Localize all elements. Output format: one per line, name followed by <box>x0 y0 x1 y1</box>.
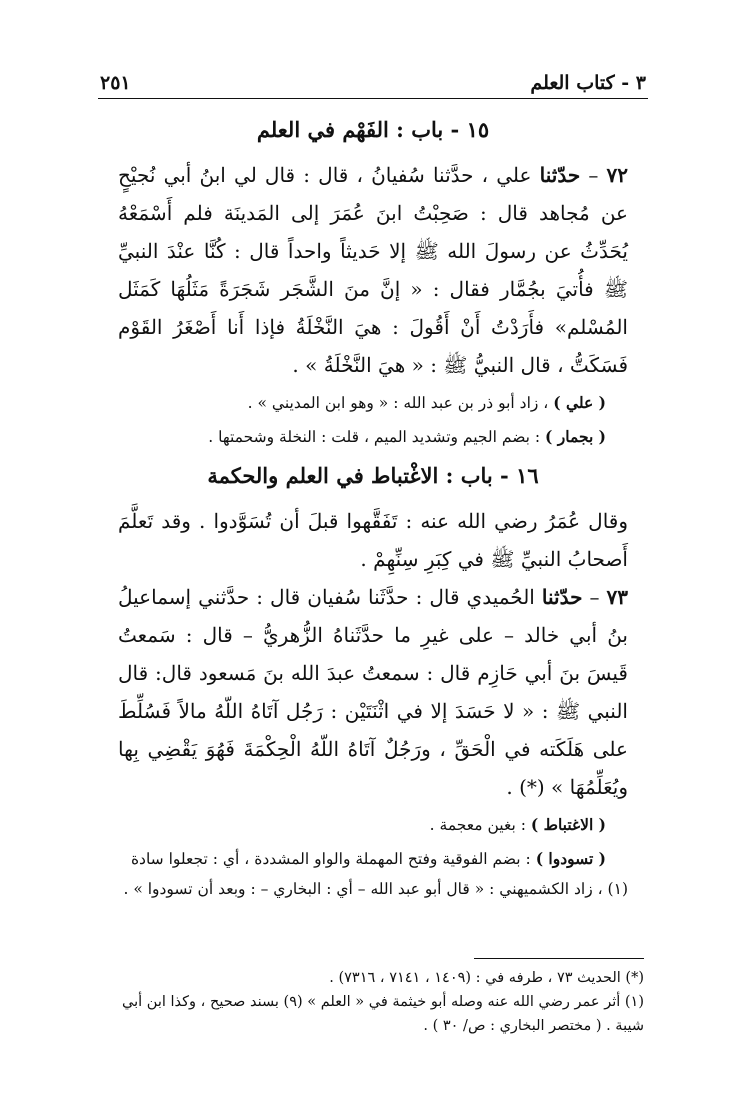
note-text: : بضم الفوقية وفتح المهملة والواو المشددة ، أي : تجعلوا سادة (١) ، زاد الكشميهني : « قال أبو عبد الله – أي : البخاري – : وبعد أن تسودوا » . <box>123 850 628 898</box>
note-ightibat <box>118 810 628 840</box>
chapter-16-text: وقال عُمَرُ رضي الله عنه : تَفَقَّهوا قبلَ أن تُسَوَّدوا . وقد تَعلَّمَ أَصحابُ النبيِّ ﷺ في كِبَرِ سِنِّهِمْ . <box>118 509 628 571</box>
note-text: : بغين معجمة . <box>429 816 526 834</box>
note-ali <box>118 388 628 418</box>
footnotes <box>110 966 644 1038</box>
page-content <box>118 108 628 908</box>
hadith-73: ٧٣ – حدّثنا الحُميدي قال : حدَّثَنا سُفيان قال : حدَّثني إسماعيلُ بنُ أبي خالد – على غيرِ ما حدَّثَناهُ الزُّهريُّ – قال : سَمعتُ قَيسَ بنَ أبي حَازِم قال : سمعتُ عبدَ الله بنَ مَسعود قال: قال النبي ﷺ : « لا حَسَدَ إلا في اثْنَتَيْن : رَجُل آتَاهُ اللّهُ مالاً فَسُلِّطَ على هَلَكَته في الْحَقِّ ، ورَجُلٌ آتَاهُ اللّهُ الْحِكْمَةَ فَهُوَ يَقْضِي بِها ويُعَلِّمُهَا » (*) . <box>118 585 628 799</box>
note-tusawwadu <box>118 844 628 904</box>
hadith-73-number: ٧٣ <box>606 585 628 609</box>
footnote-asterisk: (*) الحديث ٧٣ ، طرفه في : (١٤٠٩ ، ٧١٤١ ، ٧٣١٦) . <box>329 970 644 986</box>
note-term: ( علي ) <box>553 393 606 412</box>
note-term: ( تسودوا ) <box>535 849 606 868</box>
page-number: ٢٥١ <box>100 72 131 94</box>
running-header <box>100 60 646 94</box>
note-text: ، زاد أبو ذر بن عبد الله : « وهو ابن المديني » . <box>247 394 549 412</box>
note-text: : بضم الجيم وتشديد الميم ، قلت : النخلة وشحمتها . <box>208 428 541 446</box>
note-term: ( الاغتباط ) <box>530 815 606 834</box>
footnote-rule <box>474 958 644 959</box>
header-rule <box>98 98 648 99</box>
hadith-72-text: علي ، حدَّثنا سُفيانُ ، قال : قال لي ابنُ أبي نُجيْحٍ عن مُجاهد قال : صَحِبْتُ ابنَ عُمَرَ إلى المَدينَة فلم أَسْمَعْهُ يُحَدِّثُ عن رسولَ الله ﷺ إلا حَديثاً واحداً قال : كُنَّا عنْدَ النبيِّ ﷺ فأُتيَ بجُمَّار فقال : « إنَّ منَ الشَّجَر شَجَرَةً مَثَلُهَا كَمَثَل المُسْلم» فأَرَدْتُ أَنْ أَقُولَ : هيَ النَّخْلَةُ فإذا أَنا أَصْغَرُ القَوْم فَسَكَتُّ ، قال النبيُّ ﷺ : « هيَ النَّخْلَةُ » . <box>118 163 628 377</box>
running-title: ٣ - كتاب العلم <box>530 72 646 94</box>
footnote-1: (١) أثر عمر رضي الله عنه وصله أبو خيثمة في « العلم » (٩) بسند صحيح ، وكذا ابن أبي شيبة . ( مختصر البخاري : ص/ ٣٠ ) . <box>122 994 644 1034</box>
hadith-72: ٧٢ – حدّثنا علي ، حدَّثنا سُفيانُ ، قال : قال لي ابنُ أبي نُجيْحٍ عن مُجاهد قال : صَحِبْتُ ابنَ عُمَرَ إلى المَدينَة فلم أَسْمَعْهُ يُحَدِّثُ عن رسولَ الله ﷺ إلا حَديثاً واحداً قال : كُنَّا عنْدَ النبيِّ ﷺ فأُتيَ بجُمَّار فقال : « إنَّ منَ الشَّجَر شَجَرَةً مَثَلُهَا كَمَثَل المُسْلم» فأَرَدْتُ أَنْ أَقُولَ : هيَ النَّخْلَةُ فإذا أَنا أَصْغَرُ القَوْم فَسَكَتُّ ، قال النبيُّ ﷺ : « هيَ النَّخْلَةُ » . <box>118 163 629 377</box>
hadith-72-lead: حدّثنا <box>539 163 581 187</box>
chapter-16-title: ١٦ - باب : الاغْتباط في العلم والحكمة <box>207 463 539 488</box>
chapter-15-title: ١٥ - باب : الفَهْم في العلم <box>256 117 490 142</box>
hadith-73-lead: حدّثنا <box>541 585 583 609</box>
hadith-73-text: الحُميدي قال : حدَّثَنا سُفيان قال : حدَّثني إسماعيلُ بنُ أبي خالد – على غيرِ ما حدَّثَناهُ الزُّهريُّ – قال : سَمعتُ قَيسَ بنَ أبي حَازِم قال : سمعتُ عبدَ الله بنَ مَسعود قال: قال النبي ﷺ : « لا حَسَدَ إلا في اثْنَتَيْن : رَجُل آتَاهُ اللّهُ مالاً فَسُلِّطَ على هَلَكَته في الْحَقِّ ، ورَجُلٌ آتَاهُ اللّهُ الْحِكْمَةَ فَهُوَ يَقْضِي بِها ويُعَلِّمُهَا » (*) . <box>118 585 628 799</box>
hadith-72-number: ٧٢ <box>606 163 629 187</box>
note-term: ( بجمار ) <box>545 427 606 446</box>
note-bijummar <box>118 422 628 452</box>
